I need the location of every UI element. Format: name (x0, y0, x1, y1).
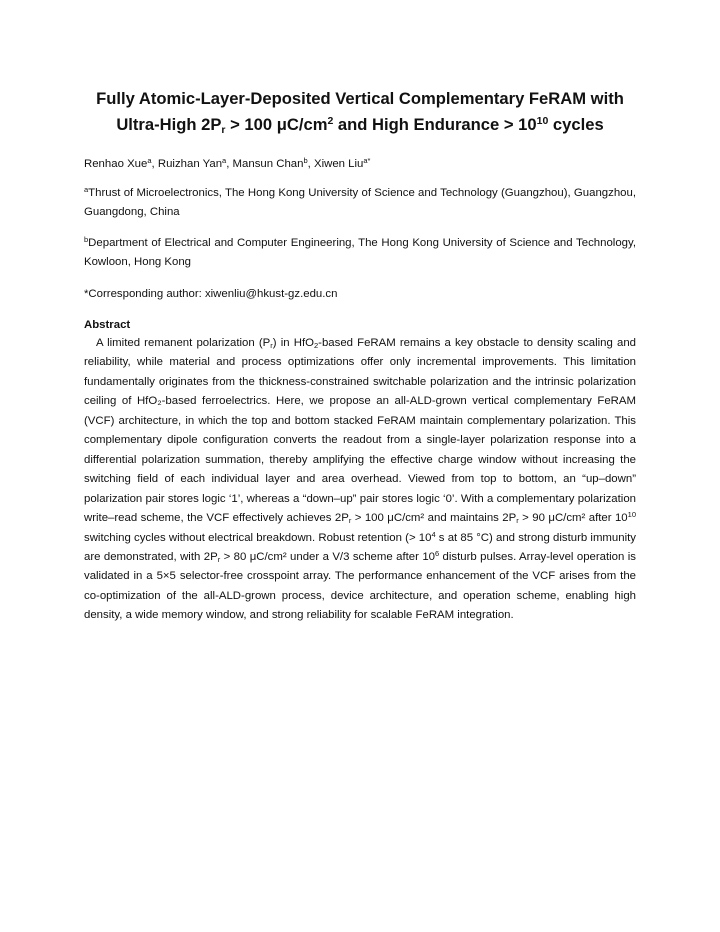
title-line-1: Fully Atomic-Layer-Deposited Vertical Complementary FeRAM with (96, 89, 624, 108)
author-name: Renhao Xue (84, 158, 148, 170)
author-affil-mark: b (303, 156, 308, 165)
corresponding-author: *Corresponding author: xiwenliu@hkust-gz.edu.cn (84, 288, 338, 300)
author-name: Ruizhan Yan (157, 158, 223, 170)
author-name: Mansun Chan (232, 158, 304, 170)
author-affil-mark: a (147, 156, 152, 165)
author-list: Renhao Xue$^a$, Ruizhan Yan$^a$, Mansun Chan$^b$, Xiwen Liu$^{a*}$ (84, 156, 371, 170)
paper-page (84, 86, 636, 626)
affiliation-a: $^a$Thrust of Microelectronics, The Hong Kong University of Science and Technology (Guangzhou), Guangzhou, Guangdong, China (84, 185, 636, 218)
title-line-2: Ultra-High $2P_r > 100$ $\mu C/cm^2$ and High Endurance > $10^{10}$ cycles (116, 115, 604, 136)
author-affil-mark: a* (363, 156, 371, 165)
affiliation-b: $^b$Department of Electrical and Computer Engineering, The Hong Kong University of Science and Technology, Kowloon, Hong Kong (84, 235, 636, 268)
paper-title (84, 86, 636, 138)
author-name: Xiwen Liu (313, 158, 364, 170)
author-affil-mark: a (222, 156, 227, 165)
abstract-body: A limited remanent polarization $(P_r)$ in HfO$_2$-based FeRAM remains a key obstacle to density scaling and reliability, while material and process optimizations offer only incremental improvements. This limitation fundamentally originates from the thickness-constrained switchable polarization and the intrinsic polarization ceiling of HfO₂-based ferroelectrics. Here, we propose an all-ALD-grown vertical complementary FeRAM (VCF) architecture, in which the top and bottom stacked FeRAM maintain complementary polarization. This complementary dipole configuration converts the readout from a single-layer polarization response into a differential polarization summation, thereby amplifying the effective charge window without increasing the switching field of each individual layer and area overhead. Viewed from top to bottom, an “up–down” polarization pair stores logic ‘1’, whereas a “down–up” pair stores logic ‘0’. With a complementary polarization write–read scheme, the VCF effectively achieves $2P_r > 100$ μC/cm² and maintains $2P_r > 90$ μC/cm² after $10^{10}$ switching cycles without electrical breakdown. Robust retention (> $10^4$ s at 85 °C) and strong disturb immunity are demonstrated, with $2P_r > 80$ μC/cm² under a V/3 scheme after $10^6$ disturb pulses. Array-level operation is validated in a 5×5 selector-free crosspoint array. The performance enhancement of the VCF arises from the co-optimization of the all-ALD-grown process, device architecture, and operation scheme, enabling high density, a wide memory window, and strong reliability for scalable FeRAM integration. (84, 337, 636, 622)
abstract-heading: Abstract (84, 319, 131, 331)
